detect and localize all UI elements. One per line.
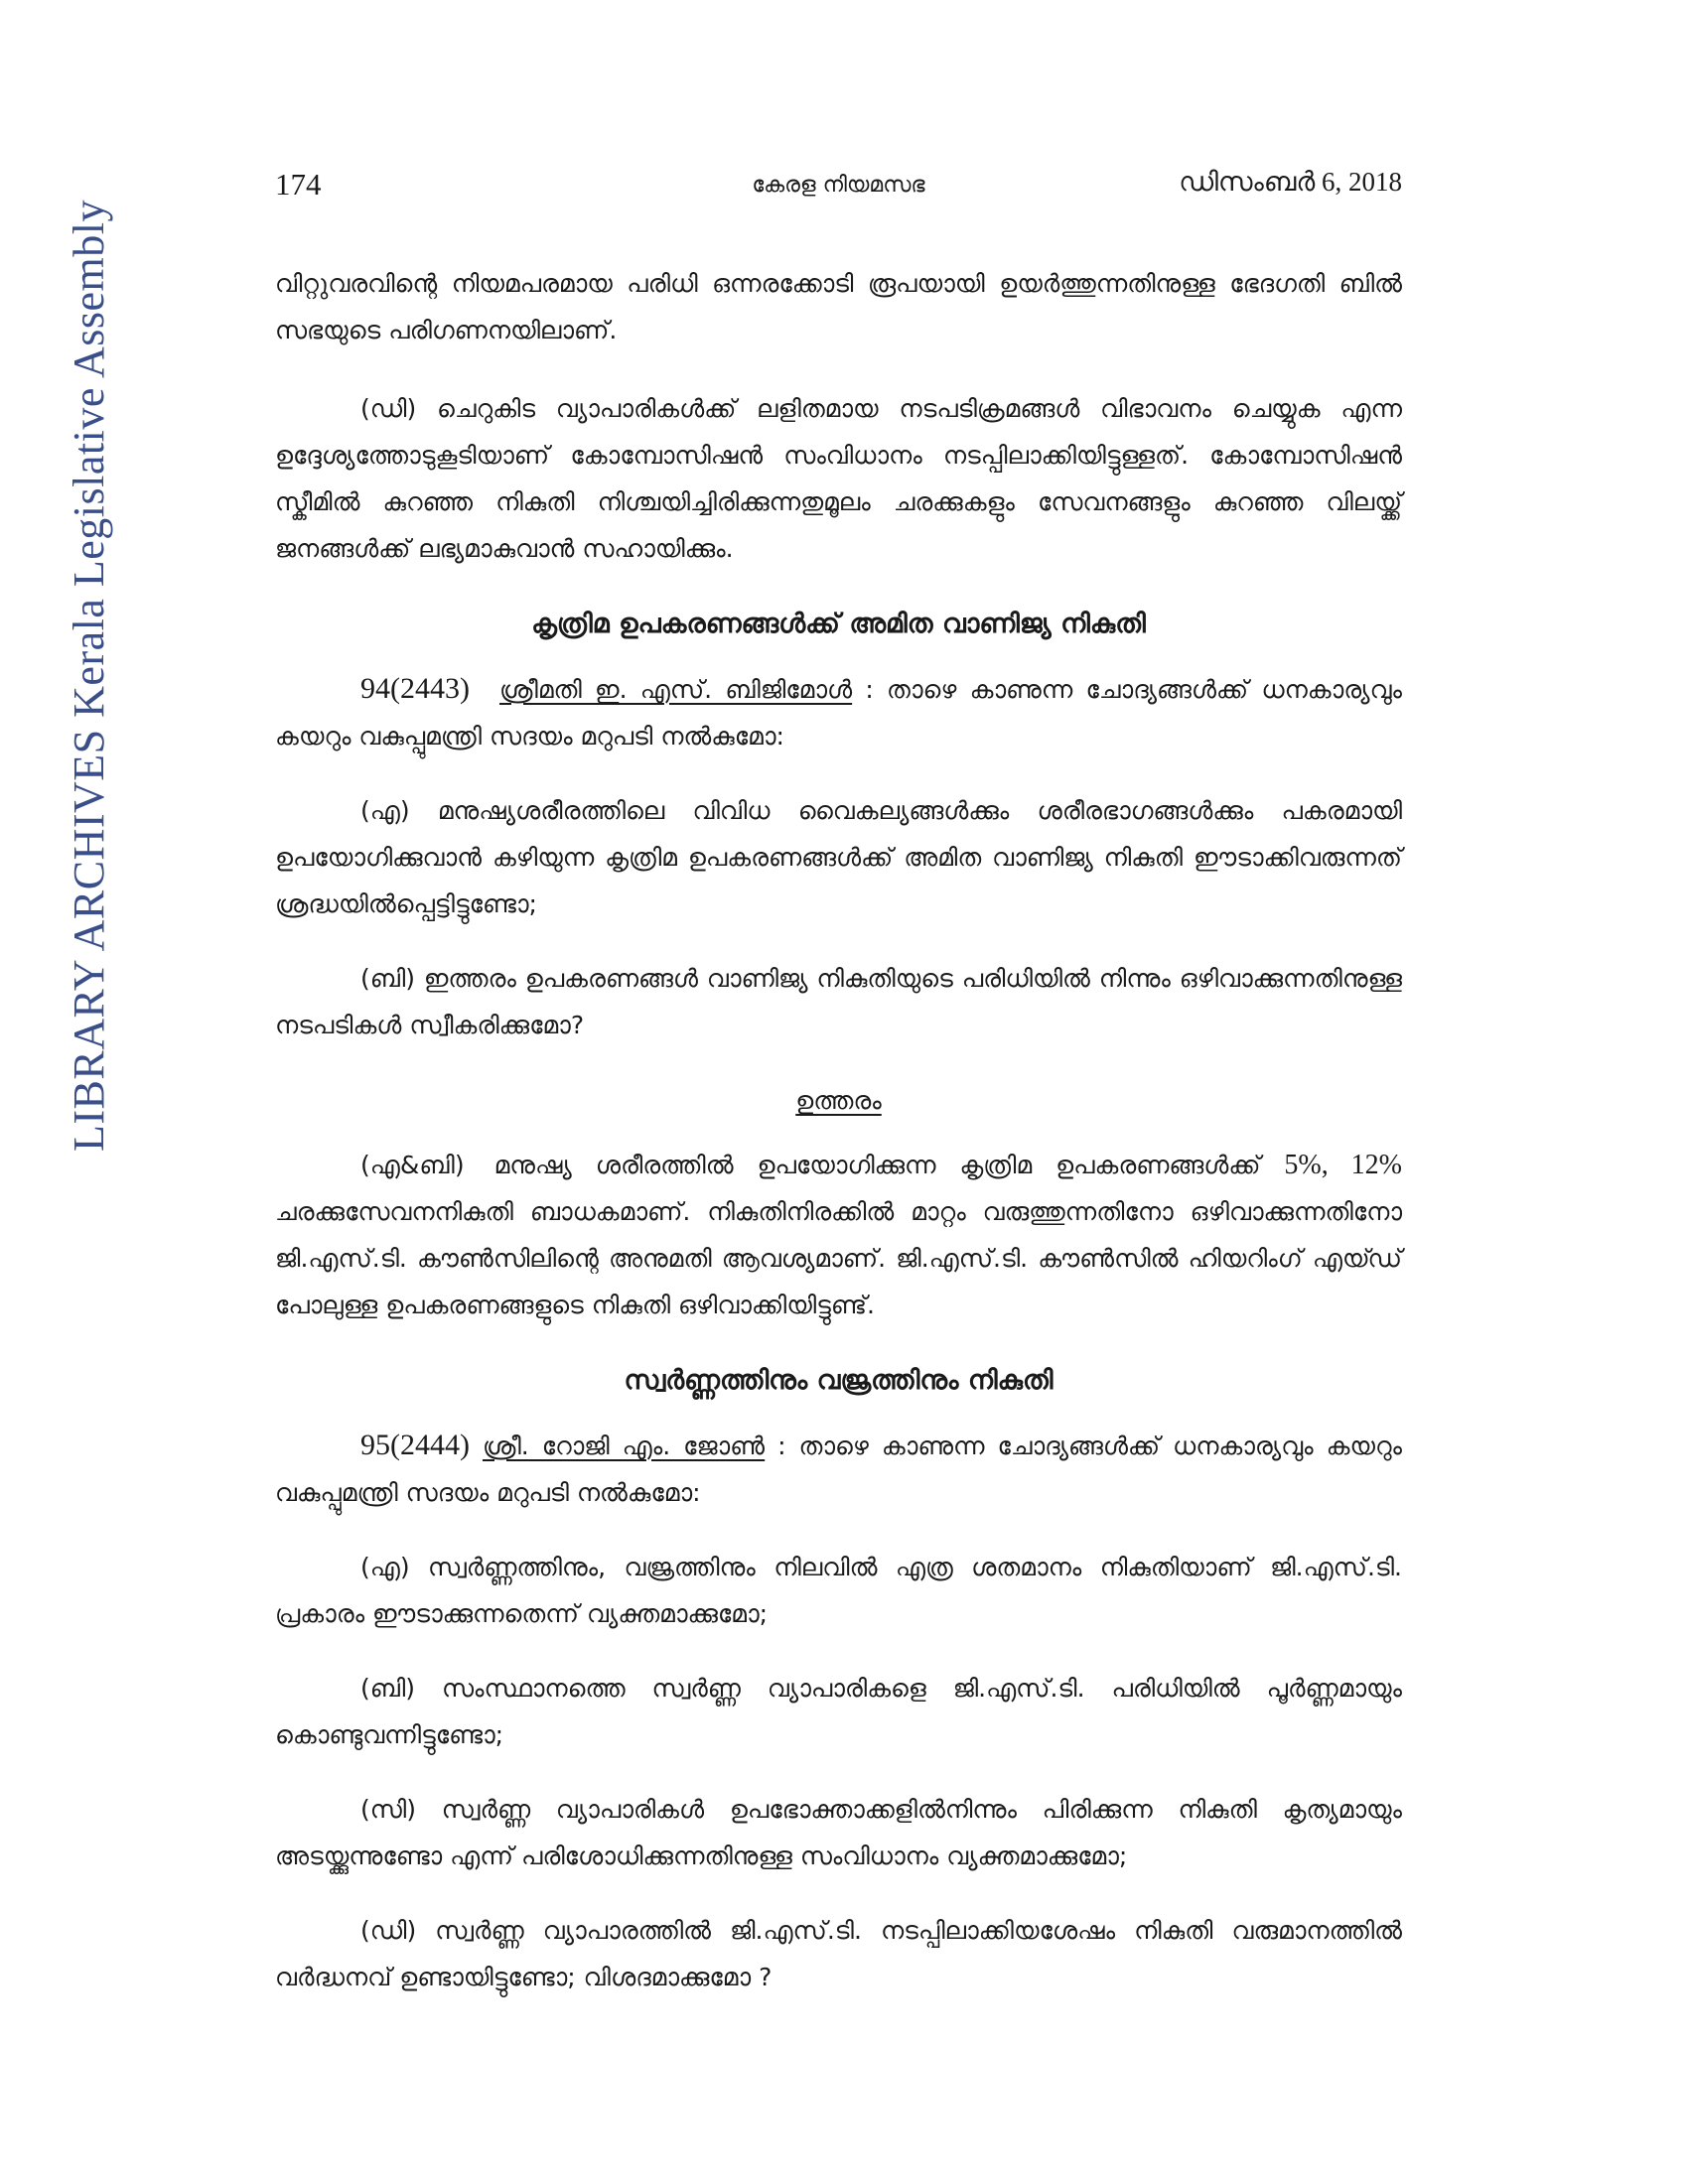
tax-rates: 5%, 12% xyxy=(1284,1150,1402,1180)
question-member: ശ്രീ. റോജി എം. ജോൺ xyxy=(482,1432,766,1460)
answer-text-2: ചരക്കുസേവനനികുതി ബാധകമാണ്. നികുതിനിരക്കിൽ മാറ്റം വരുത്തുന്നതിനോ ഒഴിവാക്കുന്നതിനോ ജി.എസ്.ടി. കൗൺസിലിന്റെ അനുമതി ആവശ്യമാണ്. ജി.എസ്.ടി. കൗൺസിൽ ഹിയറിംഗ് എയ്ഡ് പോലുള്ള ഉപകരണങ്ങളുടെ നികുതി ഒഴിവാക്കിയിട്ടുണ്ട്. xyxy=(275,1197,1402,1319)
paragraph-continuation: വിറ്റുവരവിന്റെ നിയമപരമായ പരിധി ഒന്നരക്കോടി രൂപയായി ഉയർത്തുന്നതിനുള്ള ഭേദഗതി ബിൽ സഭയുടെ പരിഗണനയിലാണ്. xyxy=(275,269,1402,344)
question-number: 95(2444) xyxy=(360,1429,470,1461)
section-heading-gold-diamond: സ്വർണ്ണത്തിനും വജ്രത്തിനും നികുതി xyxy=(624,1365,1054,1396)
question-text: : താഴെ കാണുന്ന ചോദ്യങ്ങൾക്ക് ധനകാര്യവും കയറും വകുപ്പുമന്ത്രി സദയം മറുപടി നൽകുമോ: xyxy=(275,1432,1403,1507)
question-94-a: (എ) മനുഷ്യശരീരത്തിലെ വിവിധ വൈകല്യങ്ങൾക്കും ശരീരഭാഗങ്ങൾക്കും പകരമായി ഉപയോഗിക്കുവാൻ കഴിയുന്ന കൃത്രിമ ഉപകരണങ്ങൾക്ക് അമിത വാണിജ്യ നികുതി ഈടാക്കിവരുന്നത് ശ്രദ്ധയിൽപ്പെട്ടിട്ടുണ്ടോ; xyxy=(275,796,1402,918)
question-95-a: (എ) സ്വർണ്ണത്തിനും, വജ്രത്തിനും നിലവിൽ എത്ര ശതമാനം നികുതിയാണ് ജി.എസ്.ടി. പ്രകാരം ഈടാക്കുന്നതെന്ന് വ്യക്തമാക്കുമോ; xyxy=(275,1553,1402,1628)
question-94-b: (ബി) ഇത്തരം ഉപകരണങ്ങൾ വാണിജ്യ നികുതിയുടെ പരിധിയിൽ നിന്നും ഒഴിവാക്കുന്നതിനുള്ള നടപടികൾ സ്വീകരിക്കുമോ? xyxy=(275,964,1402,1039)
archive-watermark: LIBRARY ARCHIVES Kerala Legislative Assembly xyxy=(65,200,113,1152)
paragraph-d-answer: (ഡി) ചെറുകിട വ്യാപാരികൾക്ക് ലളിതമായ നടപടിക്രമങ്ങൾ വിഭാവനം ചെയ്യുക എന്ന ഉദ്ദേശ്യത്തോടുകൂടിയാണ് കോമ്പോസിഷൻ സംവിധാനം നടപ്പിലാക്കിയിട്ടുള്ളത്. കോമ്പോസിഷൻ സ്കീമിൽ കുറഞ്ഞ നികുതി നിശ്ചയിച്ചിരിക്കുന്നതുമൂലം ചരക്കുകളും സേവനങ്ങളും കുറഞ്ഞ വിലയ്ക്ക് ജനങ്ങൾക്ക് ലഭ്യമാകുവാൻ സഹായിക്കും. xyxy=(275,394,1402,563)
page-title: കേരള നിയമസഭ xyxy=(752,173,925,198)
question-95-d: (ഡി) സ്വർണ്ണ വ്യാപാരത്തിൽ ജി.എസ്.ടി. നടപ്പിലാക്കിയശേഷം നികുതി വരുമാനത്തിൽ വർദ്ധനവ് ഉണ്ടായിട്ടുണ്ടോ; വിശദമാക്കുമോ ? xyxy=(275,1916,1402,1991)
page-content xyxy=(275,260,1402,2028)
page-header xyxy=(275,167,1402,206)
page-number: 174 xyxy=(275,167,322,202)
question-number: 94(2443) xyxy=(360,672,470,705)
answer-text-1: മനുഷ്യ ശരീരത്തിൽ ഉപയോഗിക്കുന്ന കൃത്രിമ ഉപകരണങ്ങൾക്ക് xyxy=(493,1151,1261,1179)
question-text: : താഴെ കാണുന്ന ചോദ്യങ്ങൾക്ക് ധനകാര്യവും കയറും വകുപ്പുമന്ത്രി സദയം മറുപടി നൽകുമോ: xyxy=(275,675,1402,751)
answer-94 xyxy=(275,1142,1402,1328)
question-95-c: (സി) സ്വർണ്ണ വ്യാപാരികൾ ഉപഭോക്താക്കളിൽനിന്നും പിരിക്കുന്ന നികുതി കൃത്യമായും അടയ്ക്കുന്നുണ്ടോ എന്ന് പരിശോധിക്കുന്നതിനുള്ള സംവിധാനം വ്യക്തമാക്കുമോ; xyxy=(275,1795,1402,1870)
answer-heading-text: ഉത്തരം xyxy=(795,1086,882,1115)
question-94 xyxy=(275,665,1402,759)
question-member: ശ്രീമതി ഇ. എസ്. ബിജിമോൾ xyxy=(498,675,853,704)
section-heading-artificial-devices: കൃത്രിമ ഉപകരണങ്ങൾക്ക് അമിത വാണിജ്യ നികുതി xyxy=(531,609,1146,639)
question-95 xyxy=(275,1422,1402,1516)
answer-label: (എ&ബി) xyxy=(360,1151,465,1179)
answer-heading xyxy=(275,1076,1402,1126)
question-95-b: (ബി) സംസ്ഥാനത്തെ സ്വർണ്ണ വ്യാപാരികളെ ജി.എസ്.ടി. പരിധിയിൽ പൂർണ്ണമായും കൊണ്ടുവന്നിട്ടുണ്ടോ; xyxy=(275,1674,1402,1749)
page-date: ഡിസംബർ 6, 2018 xyxy=(1179,167,1402,197)
